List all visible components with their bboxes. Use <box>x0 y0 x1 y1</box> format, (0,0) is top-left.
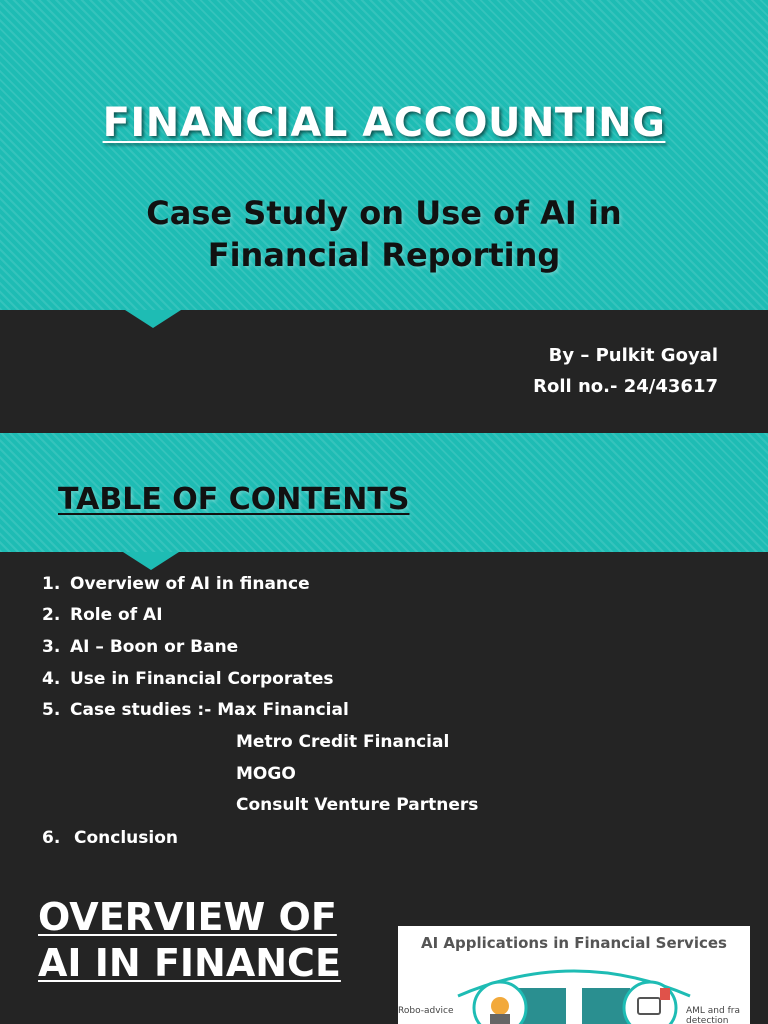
ai-applications-image <box>398 926 750 1024</box>
toc-number: 1. <box>42 574 61 594</box>
roll-number: Roll no.- 24/43617 <box>533 376 718 397</box>
overview-heading-line2: AI IN FINANCE <box>38 941 341 985</box>
toc-text: Conclusion <box>74 828 178 848</box>
toc-item <box>42 605 163 625</box>
center-divider <box>566 976 582 1024</box>
slide-title: FINANCIAL ACCOUNTING <box>102 100 666 146</box>
toc-item <box>42 637 238 657</box>
toc-number: 5. <box>42 700 61 720</box>
robot-body-icon <box>490 1014 510 1024</box>
aml-label: AML and fra <box>686 1006 740 1016</box>
toc-number: 4. <box>42 669 61 689</box>
toc-text: Use in Financial Corporates <box>70 669 334 689</box>
overview-heading-line1: OVERVIEW OF <box>38 895 337 939</box>
toc-subitem <box>236 795 478 815</box>
image-title: AI Applications in Financial Services <box>421 934 727 952</box>
slide-subtitle: Case Study on Use of AI in Financial Reporting <box>146 194 622 274</box>
toc-text: Role of AI <box>70 605 163 625</box>
pointer-notch <box>123 552 179 570</box>
toc-text: AI – Boon or Bane <box>70 637 239 657</box>
toc-item <box>42 828 178 848</box>
detection-label: detection <box>686 1016 729 1024</box>
toc-item <box>42 574 310 594</box>
lock-icon <box>660 988 670 1000</box>
toc-number: 3. <box>42 637 61 657</box>
robo-advice-label: Robo-advice <box>398 1006 454 1016</box>
toc-text: Consult Venture Partners <box>236 795 479 815</box>
author-band <box>0 310 768 433</box>
toc-number: 6. <box>42 828 61 848</box>
toc-subitem <box>236 732 449 752</box>
author-name: By – Pulkit Goyal <box>548 345 718 366</box>
toc-text: Case studies :- Max Financial <box>70 700 349 720</box>
toc-number: 2. <box>42 605 61 625</box>
toc-subitem <box>236 764 296 784</box>
toc-item <box>42 669 333 689</box>
toc-heading: TABLE OF CONTENTS <box>58 482 410 517</box>
toc-item <box>42 700 349 720</box>
toc-text: Overview of AI in finance <box>70 574 310 594</box>
toc-text: Metro Credit Financial <box>236 732 450 752</box>
pointer-notch <box>125 310 181 328</box>
robot-icon <box>491 997 509 1015</box>
overview-heading <box>38 894 341 986</box>
toc-text: MOGO <box>236 764 296 784</box>
